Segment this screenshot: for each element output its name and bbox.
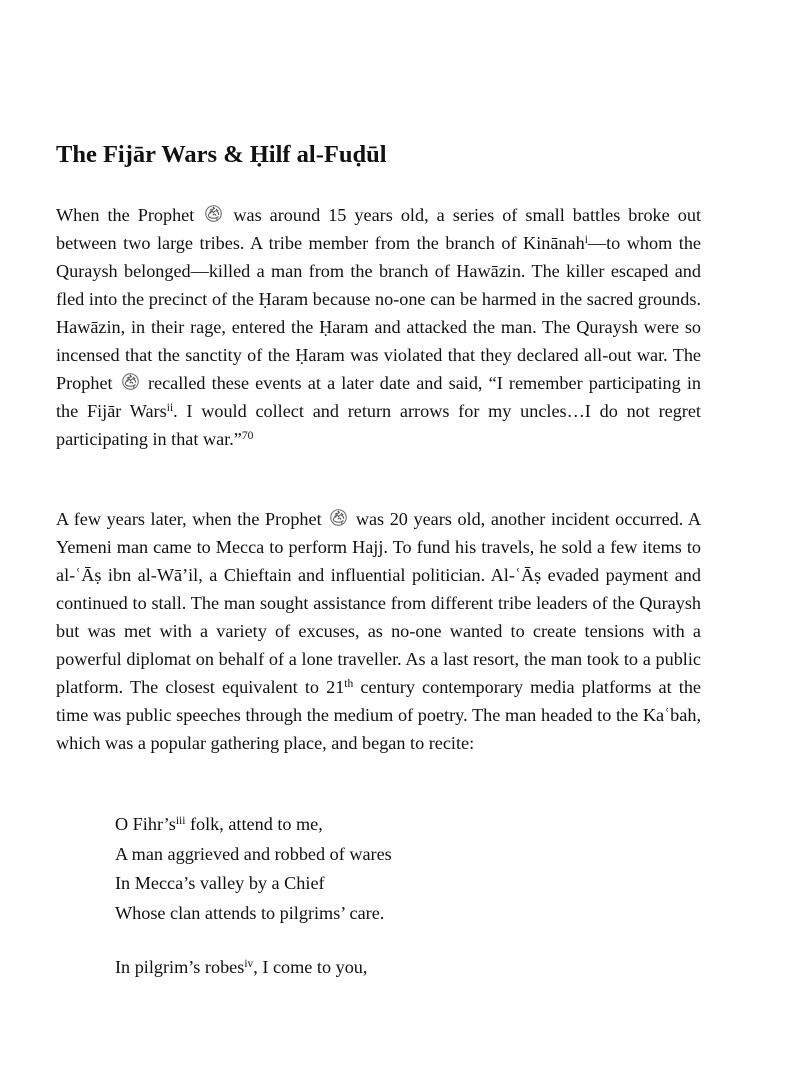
footnote-marker-ii[interactable]: ii (166, 402, 174, 414)
salawat-icon (121, 372, 140, 391)
p1-text-4: recalled these events at a later date and said, “I remember participating in the Fijār Wars (56, 373, 702, 421)
poem-line (115, 810, 392, 840)
poem-line (115, 953, 367, 983)
p1-text-5: . I would collect and return arrows for my uncles…I do not regret participating in that war.” (56, 401, 701, 449)
section-heading: The Fijār Wars & Ḥilf al-Fuḍūl (56, 141, 387, 168)
poem-line-text: In pilgrim’s robes (115, 957, 245, 977)
poem-line-text: O Fihr’s (115, 814, 176, 834)
salawat-icon (204, 204, 223, 223)
poem-stanza-1 (115, 810, 392, 928)
poem-line: In Mecca’s valley by a Chief (115, 873, 325, 893)
endnote-reference-70[interactable]: 70 (241, 430, 254, 442)
poem-stanza-2 (115, 953, 367, 983)
p2-text-2: was 20 years old, another incident occurred. A Yemeni man came to Mecca to perform Hajj. To fund his travels, he sold a few items to al-ʿĀṣ ibn al-Wā’il, a Chieftain and influential politician. Al-ʿĀṣ evaded payment and continued to stall. The man sought assistance from different tribe leaders of the Quraysh but was met with a variety of excuses, as no-one wanted to create tensions with a powerful diplomat on behalf of a lone traveller. As a last resort, the man took to a public platform. The closest equivalent to 21 (56, 509, 702, 697)
footnote-marker-i[interactable]: i (584, 234, 588, 246)
p1-text-2: was around 15 years old, a series of small battles broke out between two large tribes. A tribe member from the branch of Kinānah (56, 205, 701, 253)
ordinal-suffix: th (344, 678, 354, 690)
paragraph-yemeni-man (56, 505, 701, 757)
poem-line: A man aggrieved and robbed of wares (115, 843, 392, 864)
salawat-icon (329, 508, 348, 527)
poem-line: Whose clan attends to pilgrims’ care. (115, 902, 385, 923)
poem-line-text: folk, attend to me, (185, 814, 323, 834)
p2-text-1: A few years later, when the Prophet (56, 509, 322, 529)
poem-line-text: , I come to you, (253, 957, 368, 977)
footnote-marker-iii[interactable]: iii (175, 815, 186, 827)
footnote-marker-iv[interactable]: iv (244, 958, 254, 970)
p1-text-1: When the Prophet (56, 205, 195, 225)
p1-text-3: —to whom the Quraysh belonged—killed a man from the branch of Hawāzin. The killer escaped and fled into the precinct of the Ḥaram because no-one can be harmed in the sacred grounds. Hawāzin, in their rage, entered the Ḥaram and attacked the man. The Quraysh were so incensed that the sanctity of the Ḥaram was violated that they declared all-out war. The Prophet (56, 233, 701, 393)
paragraph-fijar-wars (56, 201, 701, 453)
p2-text-3: century contemporary media platforms at the time was public speeches through the medium of poetry. The man headed to the Kaʿbah, which was a popular gathering place, and began to recite: (56, 677, 701, 753)
